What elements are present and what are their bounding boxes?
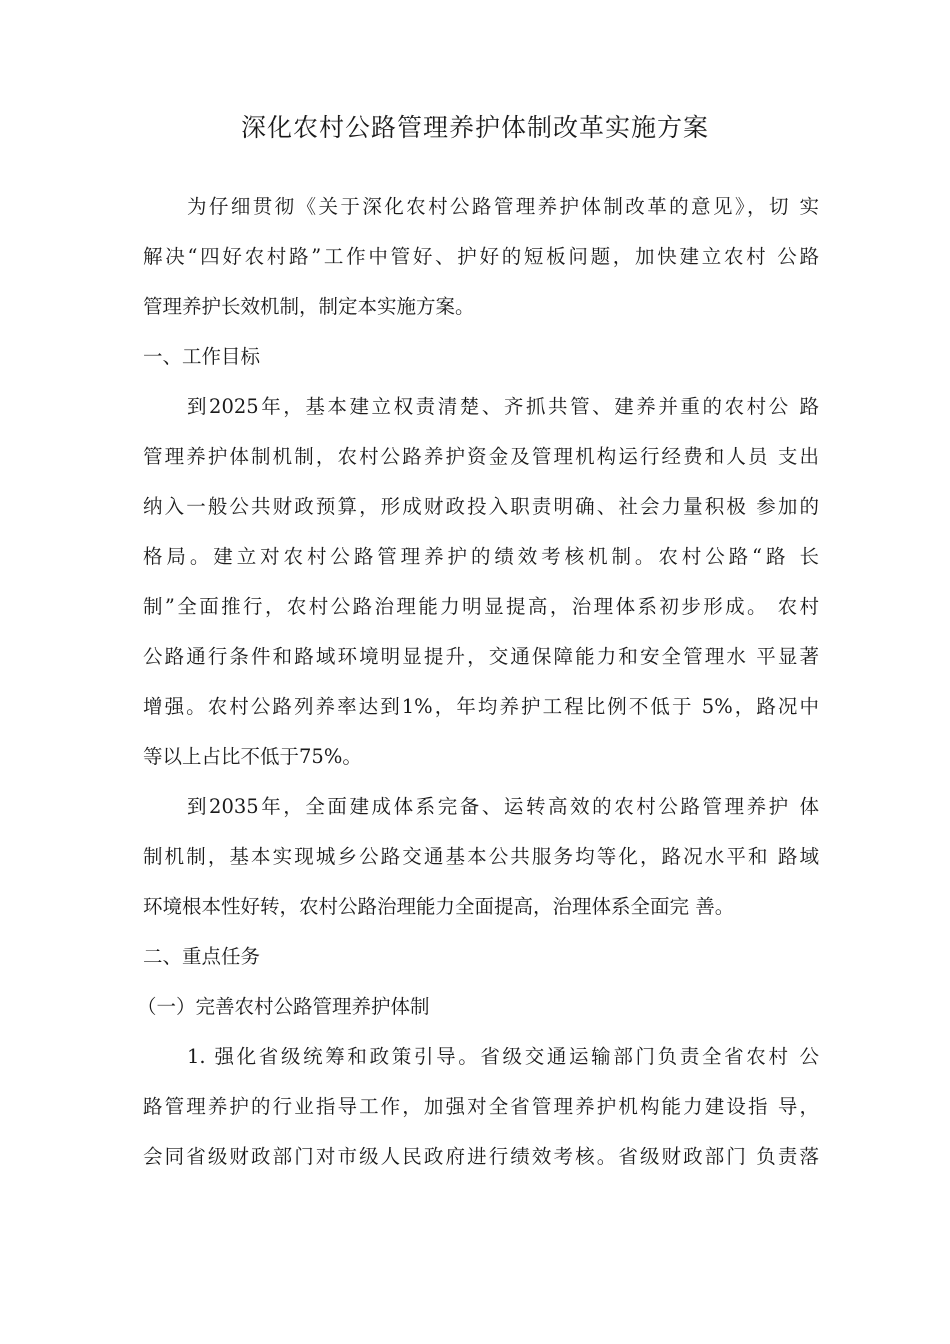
paragraph-line: 制机制，基本实现城乡公路交通基本公共服务均等化，路况水平和 路域 — [143, 845, 819, 868]
section-heading: 一、工作目标 — [143, 345, 261, 368]
paragraph-line: 路管理养护的行业指导工作，加强对全省管理养护机构能力建设指 导， — [143, 1095, 819, 1118]
paragraph-line: 环境根本性好转，农村公路治理能力全面提高，治理体系全面完 善。 — [143, 895, 735, 918]
paragraph-line: 纳入一般公共财政预算，形成财政投入职责明确、社会力量积极 参加的 — [143, 495, 819, 518]
paragraph-line: 管理养护体制机制，农村公路养护资金及管理机构运行经费和人员 支出 — [143, 445, 819, 468]
paragraph-line: 制”全面推行，农村公路治理能力明显提高，治理体系初步形成。 农村 — [143, 595, 819, 618]
subsection-heading: （一）完善农村公路管理养护体制 — [137, 995, 430, 1018]
section-heading: 二、重点任务 — [143, 945, 261, 968]
paragraph-line: 格局。建立对农村公路管理养护的绩效考核机制。农村公路“路 长 — [143, 545, 819, 568]
paragraph-line: 解决“四好农村路”工作中管好、护好的短板问题，加快建立农村 公路 — [143, 245, 819, 268]
paragraph-line: 等以上占比不低于75%。 — [143, 745, 362, 768]
document-title: 深化农村公路管理养护体制改革实施方案 — [240, 113, 709, 142]
paragraph-line: 公路通行条件和路域环境明显提升，交通保障能力和安全管理水 平显著 — [143, 645, 819, 668]
paragraph-line: 管理养护长效机制，制定本实施方案。 — [143, 295, 475, 318]
paragraph-line: 为仔细贯彻《关于深化农村公路管理养护体制改革的意见》，切 实 — [187, 195, 819, 218]
document-body — [137, 182, 819, 1182]
paragraph-line: 会同省级财政部门对市级人民政府进行绩效考核。省级财政部门 负责落 — [143, 1145, 819, 1168]
paragraph-line: 到2025年，基本建立权责清楚、齐抓共管、建养并重的农村公 路 — [187, 395, 819, 418]
paragraph-line: 到2035年，全面建成体系完备、运转高效的农村公路管理养护 体 — [187, 795, 819, 818]
paragraph-line: 增强。农村公路列养率达到1%，年均养护工程比例不低于 5%，路况中 — [143, 695, 819, 718]
paragraph-line: 1. 强化省级统筹和政策引导。省级交通运输部门负责全省农村 公 — [187, 1045, 819, 1068]
